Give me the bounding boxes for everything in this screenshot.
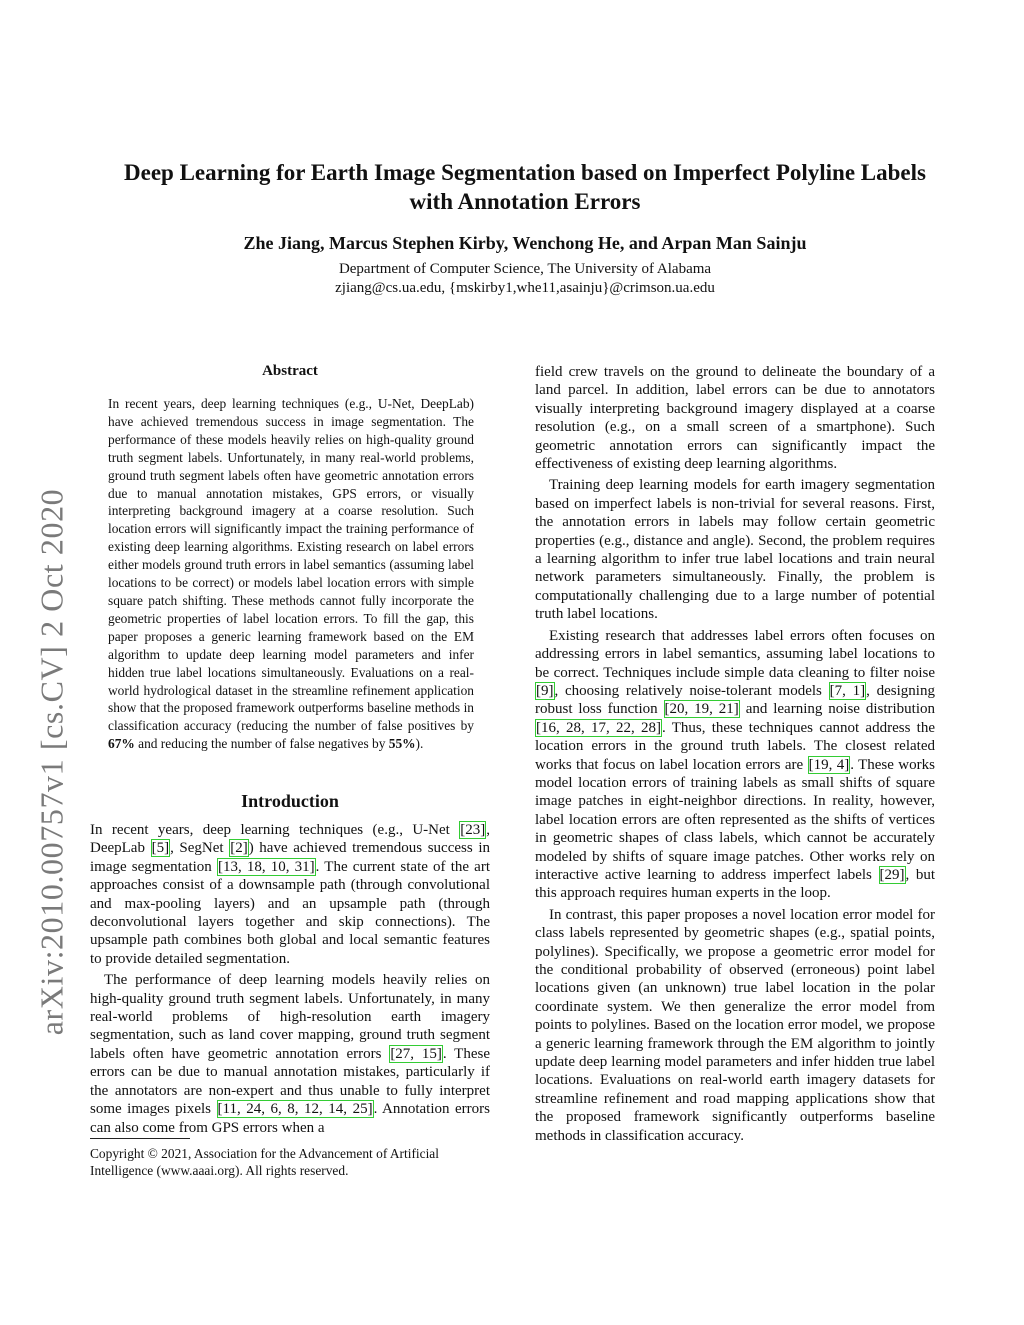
citation-link[interactable]: [13, 18, 10, 31] [217,858,315,875]
false-negative-reduction: 55% [388,736,416,752]
paragraph: field crew travels on the ground to delineate the boundary of a land parcel. In addition, label errors can be due to annotators visually interpreting background imagery displayed at a coarse resolution (e.g., on a small screen of a smartphone). Such geometric annotation errors can significantly impact the effectiveness of existing deep learning algorithms. [535,364,935,473]
citation-link[interactable]: [7, 1] [829,682,866,699]
introduction-heading: Introduction [241,791,339,811]
citation-link[interactable]: [16, 28, 17, 22, 28] [536,719,661,736]
title-line: Deep Learning for Earth Image Segmentation based on Imperfect Polyline Labels [124,160,926,185]
left-column-text [90,821,490,1137]
paragraph: In contrast, this paper proposes a novel location error model for class labels represented by geometric shapes (e.g., spatial points, polylines). Specifically, we propose a geometric error model for the conditional probability of observed (erroneous) point label locations given (an unknown) true label location in the polar coordinate system. We then generalize the error model from points to polylines. Based on the location error model, we propose a generic learning framework through the EM algorithm to jointly update deep learning model parameters and infer hidden true label locations. Evaluations on real-world earth imagery datasets for streamline refinement and road mapping applications show that the proposed framework significantly outperforms baseline methods in classification accuracy. [535,906,935,1144]
citation-link[interactable]: [11, 24, 6, 8, 12, 14, 25] [217,1101,373,1118]
text-run: , choosing relatively noise-tolerant models [554,682,829,699]
title-line: with Annotation Errors [409,189,641,214]
text-run: Existing research that addresses label errors often focuses on addressing errors in label semantics, assuming label locations to be correct. Techniques include simple data cleaning to filter noise [535,627,935,681]
text-run: . These errors can be due to manual annotation mistakes, particularly if the annotators are non-expert and thus unable to fully interpret some images pixels [90,1045,490,1118]
abstract-body: In recent years, deep learning techniques (e.g., U-Net, DeepLab) have achieved tremendous success in image segmentation. The performance of these models heavily relies on high-quality ground truth segment labels. Unfortunately, in many real-world problems, ground truth segment labels often have geometric annotation errors due to manual annotation mistakes, GPS errors, or visually interpreting background imagery at a coarse resolution. Such location errors will significantly impact the training performance of existing deep learning algorithms. Existing research on label errors either models ground truth errors in label semantics (assuming label locations to be correct) or models label location errors with simple square patch shifting. These methods cannot fully incorporate the geometric properties of label location errors. To fill the gap, this paper proposes a generic learning framework based on the EM algorithm to update deep learning model parameters and infer hidden true label locations simultaneously. Evaluations on a real-world hydrological dataset in the streamline refinement application show that the proposed framework outperforms baseline methods in classification accuracy (reducing the number of false positives by [108,396,474,734]
citation-link[interactable]: [19, 4] [808,756,850,773]
paragraph [535,627,935,903]
text-run: The performance of deep learning models heavily relies on high-quality ground truth segment labels. Unfortunately, in many real-world problems of high-resolution earth imagery segmentation, such as land cover mapping, ground truth segment labels often have geometric annotation errors [90,972,490,1062]
author-list: Zhe Jiang, Marcus Stephen Kirby, Wenchong He, and Arpan Man Sainju [243,233,807,253]
author-emails: zjiang@cs.ua.edu, {mskirby1,whe11,asainju}@crimson.ua.edu [335,280,715,296]
citation-link[interactable]: [20, 19, 21] [664,701,739,718]
text-run: . The current state of the art approaches consist of a downsample path (through convolutional and max-pooling layers) and an upsample path (through deconvolutional layers together and skip connections). The upsample path combines both global and local semantic features to provide detailed segmentation. [90,858,491,967]
copyright-footnote: Copyright © 2021, Association for the Advancement of Artificial Intelligence (www.aaai.org). All rights reserved. [90,1146,439,1178]
text-run: . These works model location errors of training labels as small shifts of square image patches in eight-neighbor directions. In reality, however, label location errors are often represented as the shifts of vertices in geometric shapes of class labels, which cannot be accurately modeled by shifts of square image patches. Other works rely on interactive active learning to address imperfect labels [535,756,935,883]
text-run: . Thus, these techniques cannot address the location errors in the ground truth labels. The closest related works that focus on label location errors are [535,719,935,773]
citation-link[interactable]: [2] [230,840,248,857]
abstract-heading: Abstract [262,363,318,379]
false-positive-reduction: 67% [108,736,135,752]
text-run: , but this approach requires human experts in the loop. [535,866,936,902]
affiliation: Department of Computer Science, The University of Alabama [338,261,712,277]
right-column-text [535,363,935,1145]
abstract-body-mid: and reducing the number of false negatives by [134,736,389,752]
abstract-text [108,395,474,753]
citation-link[interactable]: [23] [460,822,486,838]
text-run: . Annotation errors can also come from GPS errors when a [90,1101,490,1136]
footnote-rule [90,1138,190,1139]
text-run: , SegNet [170,840,230,857]
text-run: , DeepLab [90,822,490,857]
paragraph [90,971,490,1137]
text-run: ) have achieved tremendous success in image segmentation [90,840,490,875]
affiliation-block [60,260,990,298]
text-run: In recent years, deep learning techniques (e.g., U-Net [90,822,460,838]
text-run: , designing robust loss function [535,682,935,718]
abstract-body-end: ). [415,736,424,752]
citation-link[interactable]: [29] [879,866,905,883]
paragraph [90,821,490,968]
citation-link[interactable]: [27, 15] [390,1045,442,1062]
citation-link[interactable]: [9] [536,682,554,699]
citation-link[interactable]: [5] [151,840,170,857]
paper-title [60,158,990,216]
text-run: and learning noise distribution [739,701,935,718]
arxiv-identifier: arXiv:2010.00757v1 [cs.CV] 2 Oct 2020 [33,488,70,1036]
paragraph: Training deep learning models for earth imagery segmentation based on imperfect labels is non-trivial for several reasons. First, the annotation errors in labels may follow certain geometric properties (e.g., distance and angle). Second, the problem requires a learning algorithm to infer true label locations and train neural network parameters simultaneously. Finally, the problem is computationally challenging due to a large number of potential truth label locations. [535,477,935,623]
